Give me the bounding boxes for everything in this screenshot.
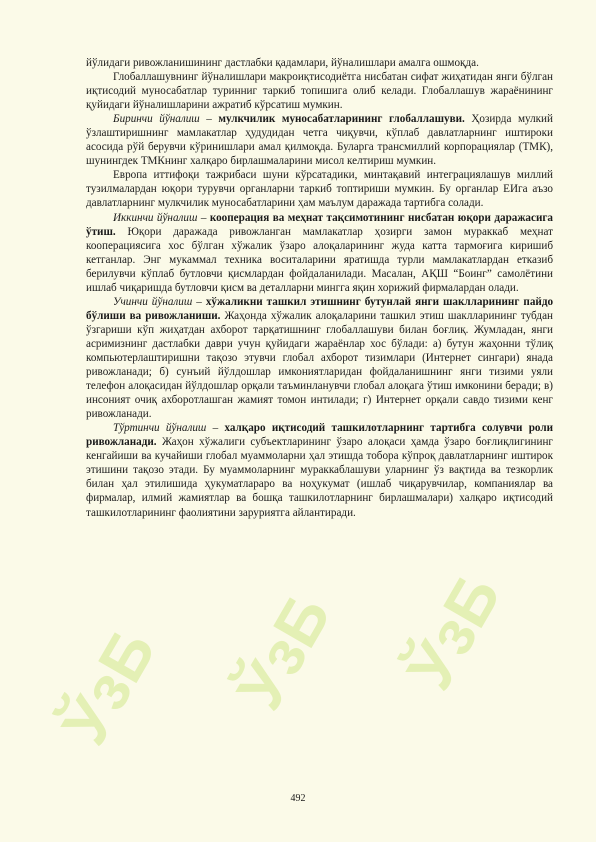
paragraph <box>86 295 553 421</box>
paragraph <box>86 421 553 519</box>
page-number: 492 <box>290 793 306 804</box>
text-run: Жаҳонда хўжалик алоқаларини ташкил этиш шаклларининг тубдан ўзгариши кўп жиҳатдан ахборот тарқатишнинг глобаллашуви билан боғлиқ. Жумладан, янги асримизнинг дастлабки даври учун қуйидаги жараёнлар хос бўлади: а) бутун жаҳонни тўлиқ компьютерлаштиришни тақозо этувчи глобал ахборот тизимлари (Интернет сингари) янада ривожланади; б) сунъий йўлдошлар имкониятларидан фойдаланишнинг янги тизими уяли телефон алоқасидан йўлдошлар орқали таъминланувчи глобал алоқага ўтиш имконини беради; в) инсоният очиқ ахборотлашган жамият томон интилади; г) Интернет орқали савдо тизими кенг ривожланади. <box>86 309 553 421</box>
body-text <box>86 56 553 520</box>
text-run: Европа иттифоқи тажрибаси шуни кўрсатадики, минтақавий интеграциялашув миллий тузилмалардан юқори турувчи органларни таркиб топтириши мумкин. Бу органлар ЕИга аъзо давлатларнинг мулкчилик муносабатларини ҳам маълум даражада тартибга солади. <box>86 169 553 210</box>
italic-label: Тўртинчи йўналиш <box>113 422 207 435</box>
watermark: ЎзБ <box>48 618 170 756</box>
paragraph <box>86 168 553 210</box>
text-run: – <box>206 422 225 435</box>
text-run: Ҳозирда мулкий ўзлаштиришнинг мамлакатлар ҳудудидан четга чиқувчи, кўплаб давлатларнинг иштироки асосида рўй берувчи кўринишлари амал қилмоқда. Буларга трансмиллий корпорациялар (ТМК), шунингдек ТМКнинг халқаро бирлашмаларини мисол келтириш мумкин. <box>86 113 553 168</box>
text-run: – <box>199 113 219 126</box>
text-run: Глобаллашувнинг йўналишлари макроиқтисодиётга нисбатан сифат жиҳатидан янги бўлган иқтисодий муносабатлар туринниг таркиб топишига олиб келади. Глобаллашув жараёнининг қуйидаги йўналишларини ажратиб кўрсатиш мумкин. <box>86 71 553 112</box>
text-run: – <box>192 295 206 308</box>
watermark: ЎзБ <box>223 583 345 721</box>
paragraph <box>86 211 553 295</box>
bold-heading: хўжаликни ташкил этишнинг бутунлай янги шаклларининг пайдо бўлиши ва ривожланиши. <box>86 295 554 322</box>
italic-label: Биринчи йўналиш <box>113 113 200 126</box>
bold-heading: халқаро иқтисодий ташкилотларнинг тартибга солувчи роли ривожланади. <box>86 422 554 449</box>
paragraph <box>86 112 553 168</box>
watermark: ЎзБ <box>393 563 515 701</box>
italic-label: Иккинчи йўналиш <box>113 211 198 224</box>
paragraph <box>86 70 553 112</box>
bold-heading: мулкчилик муносабатларининг глобаллашуви. <box>218 113 465 126</box>
text-run: – <box>197 211 210 224</box>
italic-label: Учинчи йўналиш <box>113 295 193 308</box>
text-run: йўлидаги ривожланишининг дастлабки қадамлари, йўналишлари амалга ошмоқда. <box>86 57 479 69</box>
text-run: Юқори даражада ривожланган мамлакатлар ҳозирги замон мураккаб меҳнат кооперациясига хос бўлган хўжалик ўзаро алоқаларининг жуда катта тармоғига киришиб кетганлар. Энг мукаммал техника воситаларини яратишда турли мамлакатлардан етказиб берилувчи кўплаб бутловчи қисмлардан фойдаланилади. Масалан, АҚШ “Боинг” самолётини ишлаб чиқаришда бутловчи қисм ва деталларни мингга яқин хорижий фирмалардан олади. <box>86 225 553 294</box>
paragraph <box>86 56 553 70</box>
bold-heading: кооперация ва меҳнат тақсимотининг нисбатан юқори даражасига ўтиш. <box>86 211 553 238</box>
text-run: Жаҳон хўжалиги субъектларининг ўзаро алоқаси ҳамда ўзаро боғлиқлигининг кенгайиши ва кучайиши глобал муаммоларни ҳал этишда тобора кўпроқ давлатларнинг иштирок этишини тақозо этади. Бу муаммоларнинг мураккаблашуви уларнинг ўз вақтида ва тезкорлик билан ҳал этилишида ҳукуматлараро ва ноҳукумат (ишлаб чиқарувчилар, компаниялар ва фирмалар, илмий жамиятлар ва бошқа ташкилотларнинг бирлашмалари) халқаро иқтисодий ташкилотларининг фаолиятини заруриятга айлантиради. <box>86 436 553 519</box>
